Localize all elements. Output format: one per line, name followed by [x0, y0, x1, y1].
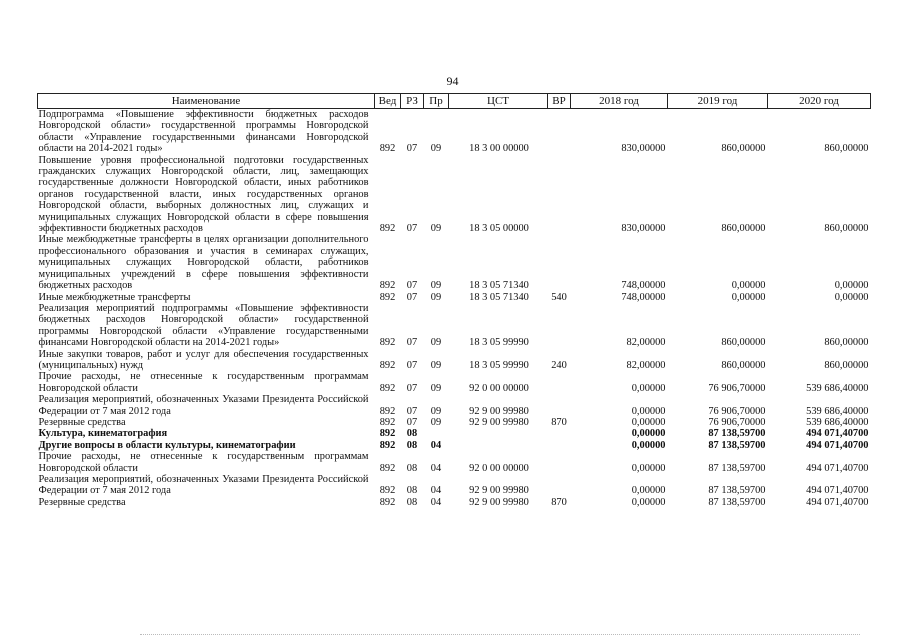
header-cst: ЦСТ: [449, 94, 548, 109]
row-pr: 09: [430, 223, 442, 235]
table-row: [38, 292, 871, 303]
row-2020: 860,00000: [824, 359, 869, 371]
row-pr: 04: [430, 485, 442, 497]
row-2020: 0,00000: [834, 291, 869, 303]
row-2020: 494 071,40700: [806, 439, 869, 451]
row-cst: 18 3 05 99990: [469, 337, 529, 349]
row-vr: 870: [551, 496, 567, 508]
row-2018: 830,00000: [621, 143, 666, 155]
row-rz: 08: [406, 428, 418, 440]
row-2018: 0,00000: [631, 428, 666, 440]
table-row: [38, 394, 871, 417]
row-2020: 494 071,40700: [806, 428, 869, 440]
header-ved: Вед: [375, 94, 401, 109]
row-cst: 92 0 00 00000: [469, 382, 529, 394]
row-2019: 76 906,70000: [708, 405, 766, 417]
row-rz: 07: [406, 382, 418, 394]
row-cst: 18 3 05 00000: [469, 223, 529, 235]
row-2019: 87 138,59700: [708, 462, 766, 474]
row-vr: 240: [551, 359, 567, 371]
row-pr: 09: [430, 405, 442, 417]
row-name: Реализация мероприятий подпрограммы «Повышение эффективности бюджетных расходов Новгородской области» государственной программы Новгородской области «Управление государственными финансами Новгородской области на 2014-2021 годы»: [38, 302, 369, 349]
row-name: Резервные средства: [38, 496, 126, 508]
row-name: Прочие расходы, не отнесенные к государственным программам Новгородской области: [38, 451, 369, 474]
row-name: Реализация мероприятий, обозначенных Указами Президента Российской Федерации от 7 мая 2012 года: [38, 474, 369, 497]
row-vr: [548, 451, 571, 474]
table-body: [38, 109, 871, 509]
header-pr: Пр: [424, 94, 449, 109]
row-2019: 76 906,70000: [708, 382, 766, 394]
table-row: [38, 109, 871, 155]
row-2018: 748,00000: [621, 291, 666, 303]
row-vr: [548, 234, 571, 291]
row-rz: 07: [406, 291, 418, 303]
row-name: Культура, кинематография: [38, 428, 168, 440]
row-vr: [548, 428, 571, 439]
row-cst: [449, 440, 548, 451]
row-cst: 18 3 00 00000: [469, 143, 529, 155]
row-rz: 08: [406, 496, 418, 508]
row-ved: 892: [379, 382, 396, 394]
row-name: Прочие расходы, не отнесенные к государственным программам Новгородской области: [38, 371, 369, 394]
row-ved: 892: [379, 428, 396, 440]
row-name: Иные закупки товаров, работ и услуг для обеспечения государственных (муниципальных) нужд: [38, 348, 369, 371]
table-header-row: [38, 94, 871, 109]
row-vr: [548, 371, 571, 394]
row-2020: 494 071,40700: [806, 462, 869, 474]
row-pr: 09: [430, 359, 442, 371]
row-2018: 0,00000: [631, 416, 666, 428]
row-2020: 539 686,40000: [806, 405, 869, 417]
row-rz: 08: [406, 439, 418, 451]
row-ved: 892: [379, 496, 396, 508]
row-pr: [424, 428, 449, 439]
table-row: [38, 349, 871, 372]
row-rz: 07: [406, 416, 418, 428]
row-cst: 92 9 00 99980: [469, 496, 529, 508]
row-2020: 494 071,40700: [806, 496, 869, 508]
table-row: [38, 497, 871, 508]
row-ved: 892: [379, 223, 396, 235]
row-rz: 08: [406, 485, 418, 497]
table-row: [38, 428, 871, 439]
table-row: [38, 303, 871, 349]
row-2020: 539 686,40000: [806, 382, 869, 394]
row-vr: [548, 440, 571, 451]
row-rz: 07: [406, 223, 418, 235]
row-pr: 09: [430, 337, 442, 349]
row-rz: 08: [406, 462, 418, 474]
row-2018: 0,00000: [631, 405, 666, 417]
row-pr: 04: [430, 439, 442, 451]
header-2019: 2019 год: [668, 94, 768, 109]
row-pr: 09: [430, 143, 442, 155]
header-rz: РЗ: [401, 94, 424, 109]
table-row: [38, 155, 871, 235]
row-2020: 860,00000: [824, 337, 869, 349]
header-vr: ВР: [548, 94, 571, 109]
row-ved: 892: [379, 291, 396, 303]
row-ved: 892: [379, 462, 396, 474]
budget-table: [37, 93, 871, 508]
row-2020: 539 686,40000: [806, 416, 869, 428]
row-vr: 540: [551, 291, 567, 303]
row-2018: 0,00000: [631, 496, 666, 508]
row-2018: 0,00000: [631, 439, 666, 451]
row-2018: 82,00000: [626, 359, 666, 371]
row-vr: 870: [551, 416, 567, 428]
row-name: Реализация мероприятий, обозначенных Указами Президента Российской Федерации от 7 мая 2012 года: [38, 394, 369, 417]
row-ved: 892: [379, 416, 396, 428]
row-pr: 09: [430, 291, 442, 303]
row-rz: 07: [406, 405, 418, 417]
row-rz: 07: [406, 280, 418, 292]
row-rz: 07: [406, 359, 418, 371]
row-2020: 860,00000: [824, 223, 869, 235]
row-2019: 860,00000: [721, 143, 766, 155]
row-2019: 87 138,59700: [708, 496, 766, 508]
row-ved: 892: [379, 485, 396, 497]
row-cst: 92 9 00 99980: [469, 405, 529, 417]
row-2019: 0,00000: [731, 291, 766, 303]
row-vr: [548, 155, 571, 235]
row-2018: 0,00000: [631, 382, 666, 394]
table-row: [38, 234, 871, 291]
row-ved: 892: [379, 280, 396, 292]
row-cst: 92 9 00 99980: [469, 485, 529, 497]
page-number: 94: [446, 74, 459, 88]
row-2019: 860,00000: [721, 337, 766, 349]
row-pr: 09: [430, 416, 442, 428]
row-cst: 18 3 05 99990: [469, 359, 529, 371]
table-row: [38, 417, 871, 428]
row-2020: 0,00000: [834, 280, 869, 292]
header-2020: 2020 год: [768, 94, 871, 109]
row-name: Повышение уровня профессиональной подготовки государственных гражданских служащих Новгородской области, лиц, замещающих государственные должности Новгородской области, иных работников органов государственной власти, иных государственных органов Новгородской области, выборных должностных лиц, служащих и муниципальных служащих Новгородской области в сфере повышения эффективности бюджетных расходов: [38, 154, 369, 235]
row-vr: [548, 109, 571, 155]
row-vr: [548, 474, 571, 497]
row-2019: 87 138,59700: [708, 439, 766, 451]
table-row: [38, 371, 871, 394]
table-row: [38, 440, 871, 451]
row-cst: [449, 428, 548, 439]
row-name: Резервные средства: [38, 416, 126, 428]
row-2019: 860,00000: [721, 223, 766, 235]
row-pr: 09: [430, 280, 442, 292]
table-row: [38, 451, 871, 474]
row-2019: 87 138,59700: [708, 485, 766, 497]
row-2018: 0,00000: [631, 462, 666, 474]
row-ved: 892: [379, 359, 396, 371]
row-pr: 04: [430, 462, 442, 474]
row-2019: 860,00000: [721, 359, 766, 371]
row-2019: 87 138,59700: [708, 428, 766, 440]
row-2019: 0,00000: [731, 280, 766, 292]
row-2020: 494 071,40700: [806, 485, 869, 497]
row-name: Иные межбюджетные трансферты: [38, 291, 191, 303]
row-ved: 892: [379, 143, 396, 155]
header-2018: 2018 год: [571, 94, 668, 109]
row-2018: 830,00000: [621, 223, 666, 235]
row-cst: 92 0 00 00000: [469, 462, 529, 474]
row-cst: 92 9 00 99980: [469, 416, 529, 428]
row-ved: 892: [379, 405, 396, 417]
row-2018: 748,00000: [621, 280, 666, 292]
row-2018: 0,00000: [631, 485, 666, 497]
row-vr: [548, 303, 571, 349]
row-ved: 892: [379, 337, 396, 349]
row-name: Другие вопросы в области культуры, кинематографии: [38, 439, 296, 451]
row-pr: 09: [430, 382, 442, 394]
row-name: Подпрограмма «Повышение эффективности бюджетных расходов Новгородской области» государственной программы Новгородской области «Управление государственными финансами Новгородской области на 2014-2021 годы»: [38, 109, 369, 155]
row-rz: 07: [406, 143, 418, 155]
header-name: Наименование: [38, 94, 375, 109]
row-cst: 18 3 05 71340: [469, 291, 529, 303]
scan-artifact-line: [140, 634, 860, 637]
row-2018: 82,00000: [626, 337, 666, 349]
table-row: [38, 474, 871, 497]
row-2020: 860,00000: [824, 143, 869, 155]
row-2019: 76 906,70000: [708, 416, 766, 428]
row-rz: 07: [406, 337, 418, 349]
row-name: Иные межбюджетные трансферты в целях организации дополнительного профессионального образования и участия в семинарах служащих, муниципальных служащих Новгородской области, работников муниципальных учреждений в сфере повышения эффективности бюджетных расходов: [38, 234, 369, 292]
row-cst: 18 3 05 71340: [469, 280, 529, 292]
row-ved: 892: [379, 439, 396, 451]
row-vr: [548, 394, 571, 417]
row-pr: 04: [430, 496, 442, 508]
